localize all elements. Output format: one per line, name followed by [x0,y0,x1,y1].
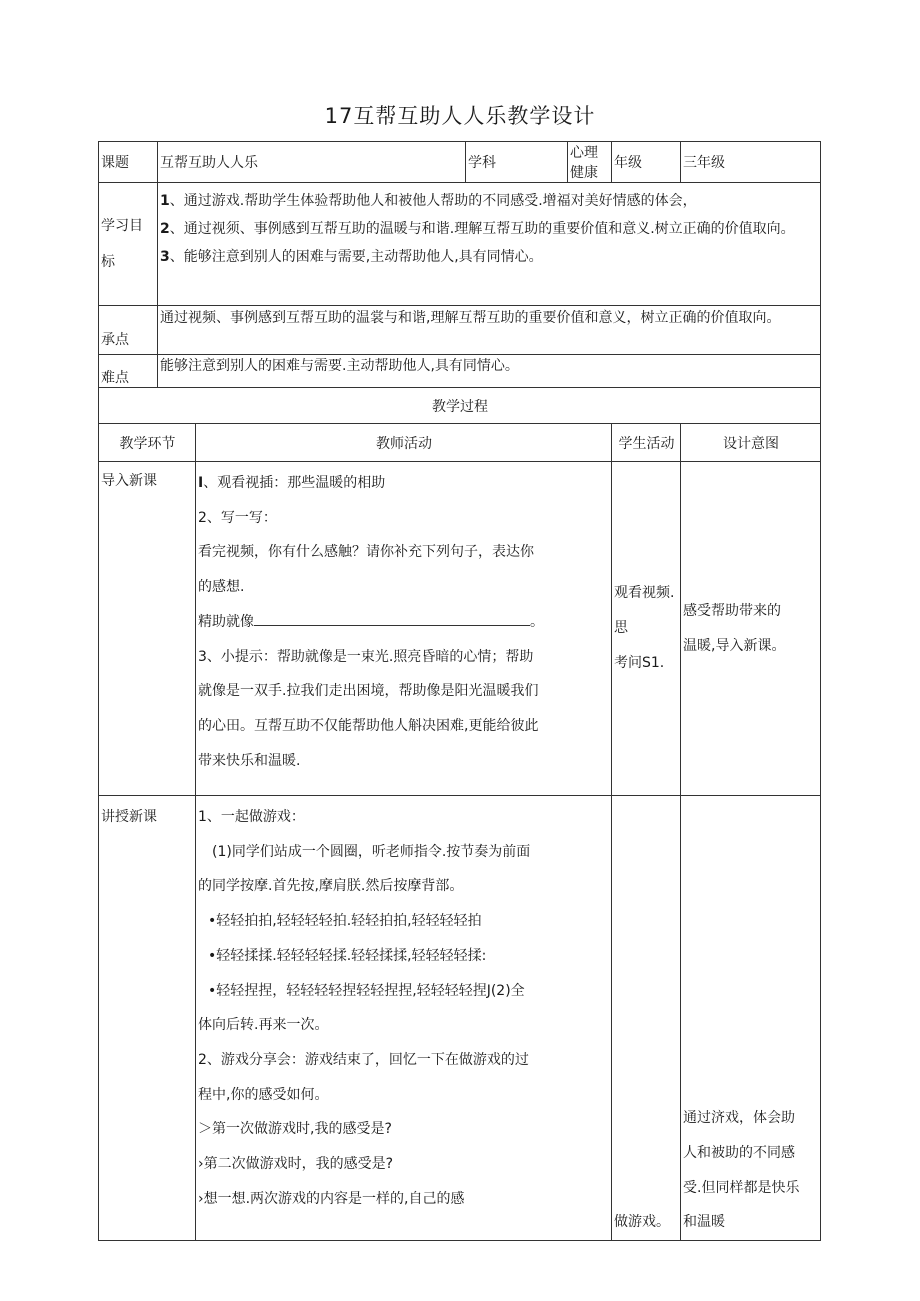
teacher-line: •轻轻拍拍,轻轻轻轻拍.轻轻拍拍,轻轻轻轻拍 [208,913,482,930]
subject-label: 学科 [466,142,568,183]
topic-label: 课题 [99,142,158,183]
teacher-line: 3、小提示：帮助就像是一束光.照亮昏暗的心情；帮助 [198,648,534,665]
teacher-line: 程中,你的感受如何。 [198,1086,329,1103]
student-activity-intro: 观看视频.思 考问S1. [612,462,681,796]
teacher-line: 2、游戏分享会：游戏结束了，回忆一下在做游戏的过 [198,1051,529,1068]
process-title-row [99,388,821,424]
teacher-activity-intro: I、观看视插：那些温暖的相助 2、写一写： 看完视频，你有什么感触？请你补充下列句子，表达你 的感想. 精助就像 。 3、小提示：帮助就像是一束光.照亮昏暗的心情；帮助 就像是一双手.拉我们走出困境，帮助像是阳光温暖我们 的心田。互帮互助不仅能帮助他人斛决困难,更能给彼此 带来快乐和温暖. [196,462,612,796]
teacher-line: ＞第一次做游戏时,我的感受是? [198,1121,392,1138]
teacher-line: 的感想. [198,579,245,596]
header-teacher: 教师活动 [196,424,612,462]
topic-value: 互帮互助人人乐 [158,142,466,183]
stage-intro: 导入新课 [99,462,196,796]
key-point-text: 通过视频、事例感到互帮互助的温裳与和谐,理解互帮互助的重要价值和意义，树立正确的价值取向。 [158,306,821,355]
student-activity-teach: 做游戏。 [612,796,681,1241]
grade-label: 年级 [612,142,681,183]
teacher-line: 体向后转.再来一次。 [198,1017,329,1034]
teacher-line: •轻轻捏捏，轻轻轻轻捏轻轻捏捏,轻轻轻轻捏J(2)全 [208,982,525,999]
teacher-line: (1)同学们站成一个圆圈，听老师指令.按节奏为前面 [212,843,531,860]
process-title: 教学过程 [99,388,821,424]
teacher-line: 2、写一写： [198,509,277,526]
goal-item: 1、通过游戏.帮助学生体验帮助他人和被他人帮助的不同感受.增福对美好情感的体会， [160,193,697,209]
section-row-teach [99,796,821,1241]
design-intent-teach: 通过济戏，体会助 人和被助的不同感 受.但同样都是快乐 和温暖 [681,796,821,1241]
goal-item: 2、通过视须、事例感到互帮互助的温暖与和谐.理解互帮互助的重要价值和意义.树立正确的价值取向。 [160,221,795,237]
teacher-line: 的同学按摩.首先按,摩肩朕.然后按摩背部。 [198,878,464,895]
goal-item: 3、能够注意到别人的困难与需要,主动帮助他人,具有同情心。 [160,249,543,265]
teacher-line: 1、一起做游戏： [198,809,305,825]
teacher-line: •轻轻揉揉.轻轻轻轻揉.轻轻揉揉,轻轻轻轻揉: [208,947,487,964]
difficulty-label: 难点 [99,355,158,388]
goals-label: 学习目标 [99,183,158,306]
teacher-line: 精助就像 。 [198,605,610,640]
section-row-intro [99,462,821,796]
page-title: 17互帮互助人人乐教学设计 [324,104,596,128]
info-row [99,142,821,183]
design-intent-intro: 感受帮助带来的 温暖,导入新课。 [681,462,821,796]
teacher-line: 带来快乐和温暖. [198,752,301,769]
teacher-line: 的心田。互帮互助不仅能帮助他人斛决困难,更能给彼此 [198,717,539,734]
header-student: 学生活动 [612,424,681,462]
teacher-activity-teach [196,796,612,1241]
teacher-line: 看完视频，你有什么感触？请你补充下列句子，表达你 [198,544,534,561]
goals-content [158,183,821,306]
header-stage: 教学环节 [99,424,196,462]
difficulty-row [99,355,821,388]
teacher-line: ›想一想.两次游戏的内容是一样的,自己的感 [198,1190,465,1207]
grade-value: 三年级 [681,142,821,183]
key-point-label: 承点 [99,306,158,355]
difficulty-text: 能够注意到别人的困难与需要.主动帮助他人,具有同情心。 [158,355,821,388]
teacher-line: ›第二次做游戏时，我的感受是? [198,1156,394,1173]
header-intent: 设计意图 [681,424,821,462]
process-header-row [99,424,821,462]
stage-teach: 讲授新课 [99,796,196,1241]
key-point-row [99,306,821,355]
fill-blank-line [254,611,530,626]
teacher-line: 、观看视插：那些温暖的相助 [203,475,386,491]
subject-value: 心理健康 [568,142,612,183]
goals-row [99,183,821,306]
lesson-plan-table [98,141,821,1241]
teacher-line: 就像是一双手.拉我们走出困境，帮助像是阳光温暖我们 [198,683,539,700]
